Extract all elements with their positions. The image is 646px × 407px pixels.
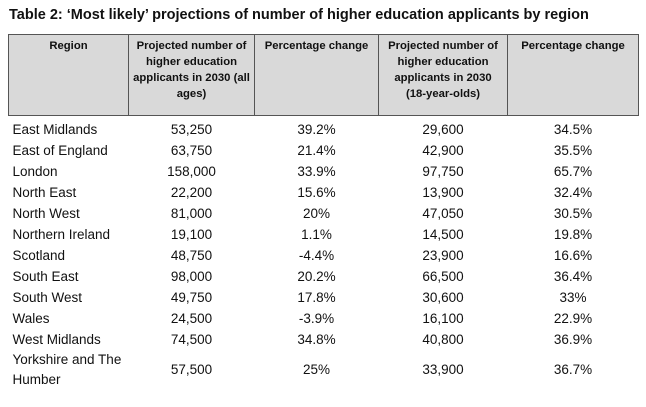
cell-eighteen: 40,800 [422, 331, 464, 347]
cell-eighteen: 47,050 [422, 205, 464, 221]
cell-region: South West [12, 289, 83, 305]
cell-eighteen-change: 33% [559, 289, 587, 305]
cell-all-change: 33.9% [297, 163, 336, 179]
header-eighteen-change: Percentage change [508, 35, 639, 116]
cell-all-ages: 63,750 [170, 142, 213, 158]
cell-all-ages: 158,000 [167, 163, 216, 179]
cell-all-ages: 98,000 [170, 268, 213, 284]
table-header-row [9, 35, 639, 116]
table-row [9, 224, 639, 245]
cell-all-change: 20.2% [297, 268, 336, 284]
cell-eighteen-change: 65.7% [553, 163, 593, 179]
cell-region: Yorkshire and The Humber [12, 352, 122, 387]
cell-all-ages: 22,200 [170, 184, 213, 200]
cell-eighteen-change: 36.4% [553, 268, 593, 284]
cell-region: Scotland [12, 247, 66, 263]
cell-all-ages: 53,250 [170, 121, 213, 137]
projections-table [8, 34, 639, 390]
table-row [9, 182, 639, 203]
cell-eighteen-change: 22.9% [553, 310, 593, 326]
table-row [9, 245, 639, 266]
cell-all-ages: 74,500 [170, 331, 213, 347]
cell-region: East Midlands [12, 121, 98, 137]
cell-eighteen-change: 30.5% [553, 205, 593, 221]
cell-eighteen: 33,900 [422, 362, 464, 377]
cell-eighteen-change: 16.6% [553, 247, 593, 263]
cell-eighteen: 14,500 [422, 226, 464, 242]
cell-all-change: 1.1% [301, 226, 332, 242]
cell-eighteen-change: 34.5% [553, 121, 593, 137]
cell-all-change: 15.6% [297, 184, 336, 200]
cell-region: North West [12, 205, 80, 221]
table-row [9, 161, 639, 182]
table-row [9, 329, 639, 350]
header-all-change: Percentage change [255, 35, 379, 116]
cell-eighteen: 66,500 [422, 268, 464, 284]
cell-region: Northern Ireland [12, 226, 111, 242]
cell-eighteen-change: 35.5% [553, 142, 593, 158]
cell-eighteen: 29,600 [422, 121, 464, 137]
cell-region: North East [12, 184, 77, 200]
table-row [9, 140, 639, 161]
cell-all-ages: 48,750 [170, 247, 213, 263]
cell-all-change: 20% [302, 205, 331, 221]
table-row [9, 116, 639, 141]
cell-all-change: 25% [302, 362, 331, 377]
cell-all-change: 21.4% [297, 142, 336, 158]
cell-region: West Midlands [12, 331, 101, 347]
header-eighteen: Projected number of higher education applicants in 2030 (18-year-olds) [379, 35, 508, 116]
cell-all-change: -3.9% [298, 310, 335, 326]
table-row [9, 266, 639, 287]
table-row [9, 308, 639, 329]
header-region: Region [9, 35, 129, 116]
cell-all-ages: 57,500 [170, 362, 213, 377]
cell-eighteen-change: 36.7% [553, 362, 593, 377]
cell-all-change: 34.8% [297, 331, 336, 347]
header-all-ages: Projected number of higher education applicants in 2030 (all ages) [129, 35, 255, 116]
cell-eighteen-change: 36.9% [553, 331, 593, 347]
table-row [9, 350, 639, 390]
cell-eighteen: 30,600 [422, 289, 464, 305]
cell-eighteen: 97,750 [422, 163, 464, 179]
cell-all-ages: 19,100 [170, 226, 213, 242]
cell-eighteen: 13,900 [422, 184, 464, 200]
cell-all-change: 39.2% [297, 121, 336, 137]
cell-region: Wales [12, 310, 50, 326]
cell-eighteen: 16,100 [422, 310, 464, 326]
cell-eighteen-change: 19.8% [553, 226, 593, 242]
cell-eighteen: 42,900 [422, 142, 464, 158]
cell-region: East of England [12, 142, 108, 158]
cell-eighteen-change: 32.4% [553, 184, 593, 200]
cell-region: South East [12, 268, 79, 284]
cell-eighteen: 23,900 [422, 247, 464, 263]
table-title: Table 2: ‘Most likely’ projections of number of higher education applicants by region [9, 7, 589, 23]
table-row [9, 203, 639, 224]
cell-all-change: -4.4% [298, 247, 335, 263]
cell-region: London [12, 163, 58, 179]
cell-all-ages: 81,000 [170, 205, 213, 221]
cell-all-ages: 24,500 [170, 310, 213, 326]
table-row [9, 287, 639, 308]
cell-all-ages: 49,750 [170, 289, 213, 305]
cell-all-change: 17.8% [297, 289, 336, 305]
